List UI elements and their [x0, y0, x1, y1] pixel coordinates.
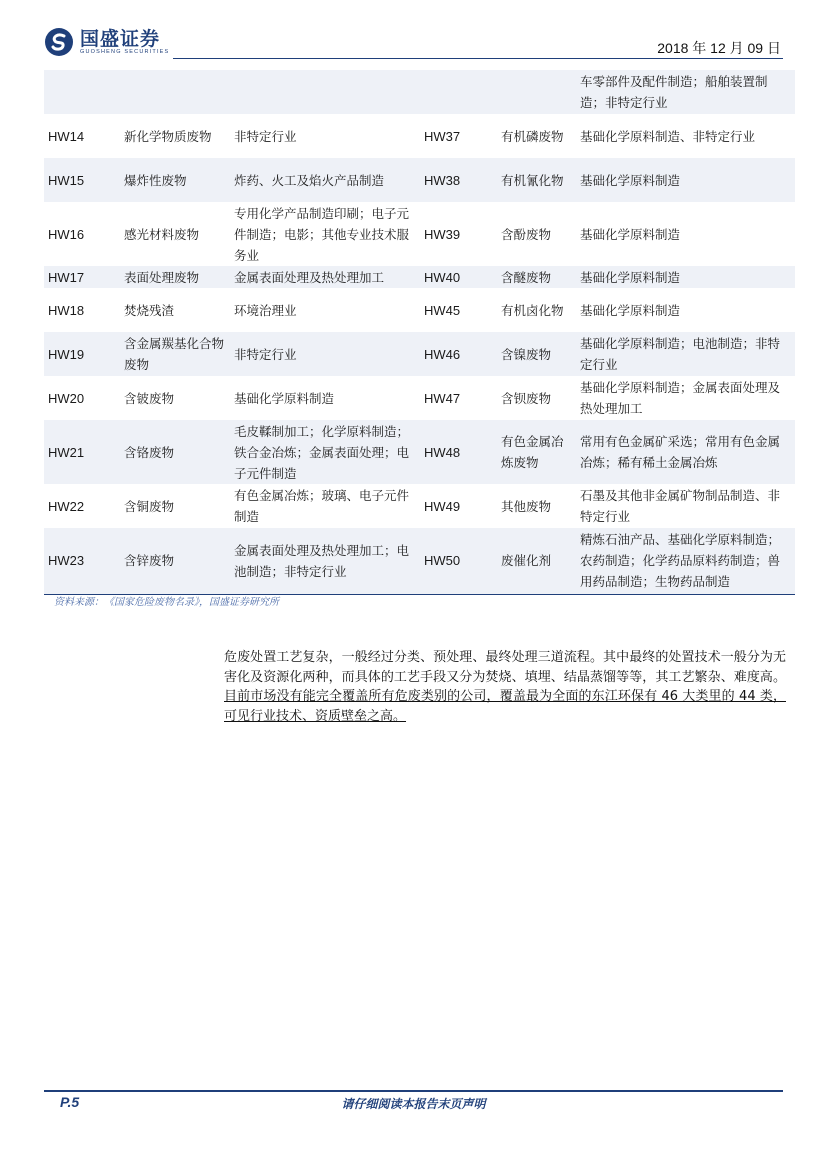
cell-industry-left: 金属表面处理及热处理加工: [230, 266, 420, 288]
cell-code-right: HW38: [420, 158, 497, 202]
cell-name-left: 含金属羰基化合物废物: [120, 332, 230, 376]
cell-name-right: 有色金属冶炼废物: [497, 420, 576, 484]
cell-industry-left: 毛皮鞣制加工；化学原料制造；铁合金冶炼；金属表面处理；电子元件制造: [230, 420, 420, 484]
cell-industry-left: 炸药、火工及焰火产品制造: [230, 158, 420, 202]
report-date: 2018 年 12 月 09 日: [657, 40, 781, 56]
cell-name-left: 含铍废物: [120, 376, 230, 420]
cell-name-left: 含锌废物: [120, 528, 230, 594]
footer-divider: [44, 1090, 783, 1092]
cell-name-left: 含铜废物: [120, 484, 230, 528]
cell-industry-left: 基础化学原料制造: [230, 376, 420, 420]
table-row: [44, 158, 795, 202]
cell-name-left: 表面处理废物: [120, 266, 230, 288]
cell-code-right: HW39: [420, 202, 497, 266]
cell-name-right: 含镍废物: [497, 332, 576, 376]
cell-code-right: HW46: [420, 332, 497, 376]
table-row: [44, 266, 795, 288]
cell-code-left: HW19: [44, 332, 120, 376]
cell-name-right: [497, 70, 576, 114]
cell-code-right: HW48: [420, 420, 497, 484]
cell-industry-left: 环境治理业: [230, 288, 420, 332]
body-paragraph: [224, 648, 786, 726]
cell-code-left: HW22: [44, 484, 120, 528]
table-row: [44, 528, 795, 594]
cell-name-right: 含酚废物: [497, 202, 576, 266]
cell-name-right: 有机磷废物: [497, 114, 576, 158]
cell-industry-left: [230, 70, 420, 114]
cell-name-left: 感光材料废物: [120, 202, 230, 266]
page-number: P.5: [60, 1094, 80, 1110]
cell-name-left: 新化学物质废物: [120, 114, 230, 158]
cell-code-left: HW15: [44, 158, 120, 202]
cell-name-right: 含醚废物: [497, 266, 576, 288]
cell-industry-right: 基础化学原料制造；电池制造；非特定行业: [576, 332, 795, 376]
disclaimer-note: 请仔细阅读本报告末页声明: [341, 1097, 486, 1111]
logo-english-name: GUOSHENG SECURITIES: [80, 48, 170, 55]
cell-code-right: [420, 70, 497, 114]
table-row: [44, 288, 795, 332]
cell-industry-right: 石墨及其他非金属矿物制品制造、非特定行业: [576, 484, 795, 528]
cell-industry-right: 常用有色金属矿采选；常用有色金属冶炼；稀有稀土金属冶炼: [576, 420, 795, 484]
cell-industry-left: 有色金属冶炼；玻璃、电子元件制造: [230, 484, 420, 528]
cell-code-right: HW37: [420, 114, 497, 158]
cell-industry-right: 基础化学原料制造: [576, 266, 795, 288]
cell-name-right: 有机氰化物: [497, 158, 576, 202]
table-row: [44, 420, 795, 484]
cell-name-right: 含钡废物: [497, 376, 576, 420]
paragraph-underlined-text: 目前市场没有能完全覆盖所有危废类别的公司，覆盖最为全面的东江环保有 46 大类里的 44 类，可见行业技术、资质壁垒之高。: [224, 689, 786, 724]
cell-name-left: 焚烧残渣: [120, 288, 230, 332]
cell-code-left: HW14: [44, 114, 120, 158]
cell-industry-left: 非特定行业: [230, 332, 420, 376]
cell-code-right: HW45: [420, 288, 497, 332]
cell-industry-left: 金属表面处理及热处理加工；电池制造；非特定行业: [230, 528, 420, 594]
guosheng-logo-icon: [44, 27, 74, 57]
cell-industry-right: 精炼石油产品、基础化学原料制造；农药制造；化学药品原料药制造；兽用药品制造；生物药品制造: [576, 528, 795, 594]
cell-industry-left: 专用化学产品制造印刷；电子元件制造；电影；其他专业技术服务业: [230, 202, 420, 266]
table-row: [44, 376, 795, 420]
cell-name-right: 其他废物: [497, 484, 576, 528]
cell-code-left: HW21: [44, 420, 120, 484]
company-logo: [44, 26, 169, 58]
cell-name-left: [120, 70, 230, 114]
cell-code-left: HW23: [44, 528, 120, 594]
cell-code-right: HW40: [420, 266, 497, 288]
table-source-note: 资料来源：《国家危险废物名录》，国盛证券研究所: [54, 597, 279, 608]
header-divider: [173, 58, 783, 59]
table-row: [44, 332, 795, 376]
cell-industry-right: 基础化学原料制造、非特定行业: [576, 114, 795, 158]
cell-industry-right: 基础化学原料制造；金属表面处理及热处理加工: [576, 376, 795, 420]
cell-industry-right: 基础化学原料制造: [576, 158, 795, 202]
cell-name-left: 含铬废物: [120, 420, 230, 484]
paragraph-plain-text: 危废处置工艺复杂，一般经过分类、预处理、最终处理三道流程。其中最终的处置技术一般分为无害化及资源化两种，而具体的工艺手段又分为焚烧、填埋、结晶蒸馏等等，其工艺繁杂、难度高。: [224, 650, 786, 685]
cell-code-right: HW47: [420, 376, 497, 420]
cell-code-right: HW50: [420, 528, 497, 594]
cell-industry-right: 基础化学原料制造: [576, 288, 795, 332]
table-row: [44, 484, 795, 528]
cell-name-left: 爆炸性废物: [120, 158, 230, 202]
cell-name-right: 废催化剂: [497, 528, 576, 594]
table-row: [44, 202, 795, 266]
cell-code-left: HW17: [44, 266, 120, 288]
hazardous-waste-table: [44, 70, 795, 595]
cell-code-left: HW20: [44, 376, 120, 420]
cell-code-left: HW18: [44, 288, 120, 332]
cell-name-right: 有机卤化物: [497, 288, 576, 332]
table-row: [44, 114, 795, 158]
table-row: [44, 70, 795, 114]
cell-code-right: HW49: [420, 484, 497, 528]
logo-chinese-name: 国盛证券: [80, 27, 161, 50]
cell-industry-right: 基础化学原料制造: [576, 202, 795, 266]
cell-code-left: [44, 70, 120, 114]
cell-industry-right: 车零部件及配件制造；船舶装置制造；非特定行业: [576, 70, 795, 114]
cell-code-left: HW16: [44, 202, 120, 266]
cell-industry-left: 非特定行业: [230, 114, 420, 158]
